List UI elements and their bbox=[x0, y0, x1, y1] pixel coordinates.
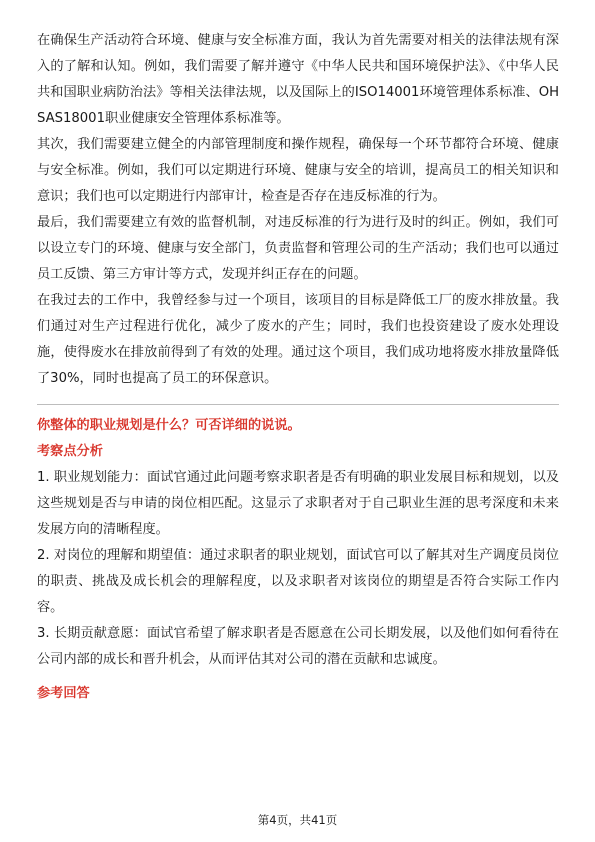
body-paragraph-1: 在确保生产活动符合环境、健康与安全标准方面，我认为首先需要对相关的法律法规有深入的了解和认知。例如，我们需要了解并遵守《中华人民共和国环境保护法》、《中华人民共和国职业病防治法》等相关法律法规，以及国际上的ISO14001环境管理体系标准、OHSAS18001职业健康安全管理体系标准等。 bbox=[37, 33, 559, 126]
page-content bbox=[37, 28, 559, 707]
body-paragraph-4: 在我过去的工作中，我曾经参与过一个项目，该项目的目标是降低工厂的废水排放量。我们通过对生产过程进行优化，减少了废水的产生；同时，我们也投资建设了废水处理设施，使得废水在排放前得到了有效的处理。通过这个项目，我们成功地将废水排放量降低了30%，同时也提高了员工的环保意识。 bbox=[37, 293, 559, 386]
interview-question: 你整体的职业规划是什么？可否详细的说说。 bbox=[37, 418, 301, 433]
page-number-footer: 第4页，共41页 bbox=[257, 813, 338, 827]
analysis-point-3: 3. 长期贡献意愿：面试官希望了解求职者是否愿意在公司长期发展，以及他们如何看待在公司内部的成长和晋升机会，从而评估其对公司的潜在贡献和忠诚度。 bbox=[37, 626, 559, 667]
body-paragraph-2: 其次，我们需要建立健全的内部管理制度和操作规程，确保每一个环节都符合环境、健康与安全标准。例如，我们可以定期进行环境、健康与安全的培训，提高员工的相关知识和意识；我们也可以定期进行内部审计，检查是否存在违反标准的行为。 bbox=[37, 137, 559, 204]
analysis-point-2: 2. 对岗位的理解和期望值：通过求职者的职业规划，面试官可以了解其对生产调度员岗位的职责、挑战及成长机会的理解程度，以及求职者对该岗位的期望是否符合实际工作内容。 bbox=[37, 548, 559, 615]
analysis-point-1: 1. 职业规划能力：面试官通过此问题考察求职者是否有明确的职业发展目标和规划，以及这些规划是否与申请的岗位相匹配。这显示了求职者对于自己职业生涯的思考深度和未来发展方向的清晰程度。 bbox=[37, 470, 559, 537]
answer-heading: 参考回答 bbox=[37, 686, 90, 701]
section-divider bbox=[37, 404, 559, 405]
body-paragraph-3: 最后，我们需要建立有效的监督机制，对违反标准的行为进行及时的纠正。例如，我们可以设立专门的环境、健康与安全部门，负责监督和管理公司的生产活动；我们也可以通过员工反馈、第三方审计等方式，发现并纠正存在的问题。 bbox=[37, 215, 559, 282]
analysis-heading: 考察点分析 bbox=[37, 444, 103, 459]
